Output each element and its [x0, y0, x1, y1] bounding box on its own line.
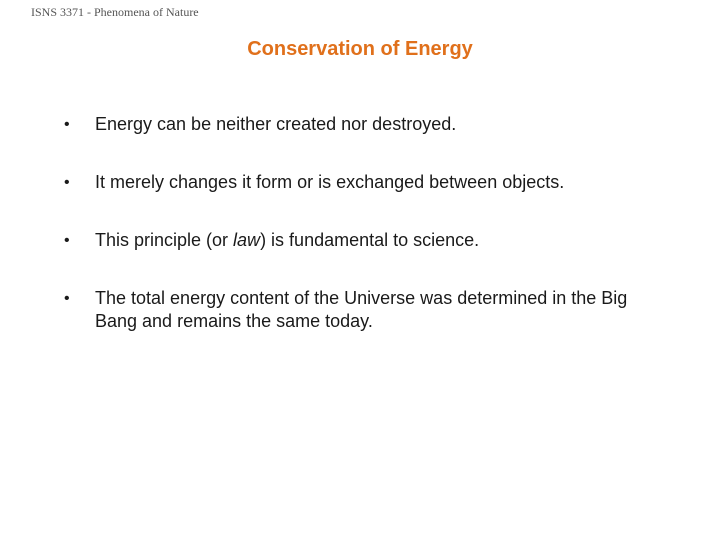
- bullet-item: [64, 229, 674, 252]
- bullet-list: [64, 113, 674, 368]
- bullet-icon: •: [64, 116, 70, 133]
- bullet-item: [64, 287, 674, 333]
- course-header: ISNS 3371 - Phenomena of Nature: [31, 5, 199, 19]
- bullet-text-pre: This principle (or: [95, 230, 234, 250]
- bullet-icon: •: [64, 232, 70, 249]
- bullet-item: [64, 171, 674, 194]
- bullet-icon: •: [64, 174, 70, 191]
- bullet-text: [95, 229, 674, 252]
- bullet-text: The total energy content of the Universe was determined in the Big Bang and remains the same today.: [95, 288, 628, 331]
- bullet-icon: •: [64, 290, 70, 307]
- bullet-text-post: ) is fundamental to science.: [260, 230, 480, 250]
- slide-title: Conservation of Energy: [247, 38, 473, 60]
- bullet-text: It merely changes it form or is exchanged between objects.: [95, 172, 565, 192]
- bullet-text: Energy can be neither created nor destroyed.: [95, 114, 457, 134]
- bullet-item: [64, 113, 674, 136]
- emphasis-law: law: [233, 230, 261, 250]
